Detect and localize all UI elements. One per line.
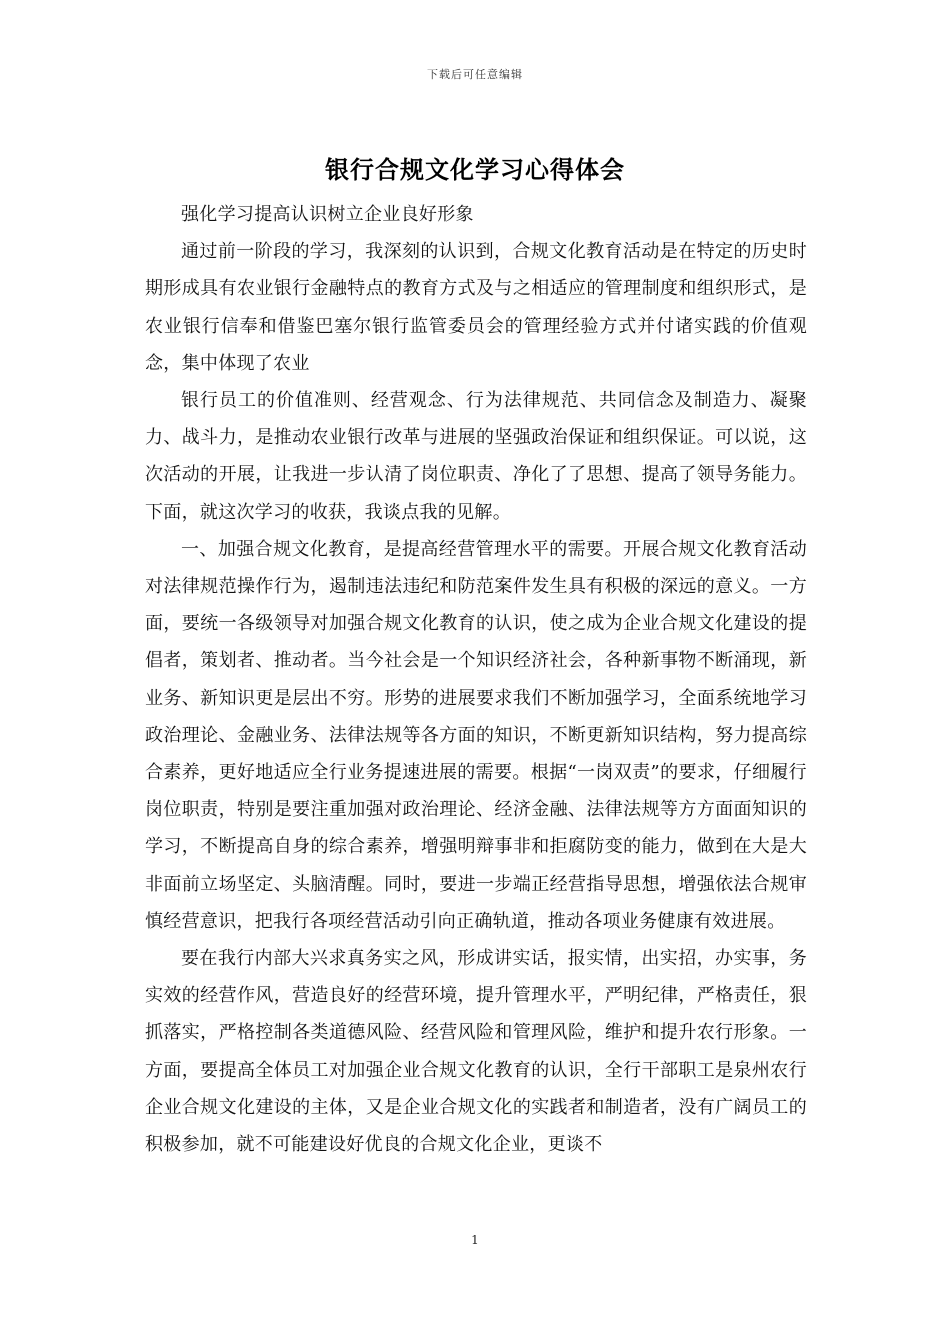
- body-paragraph: 通过前一阶段的学习，我深刻的认识到，合规文化教育活动是在特定的历史时期形成具有农业银行金融特点的教育方式及与之相适应的管理制度和组织形式，是农业银行信奉和借鉴巴塞尔银行监管委员会的管理经验方式并付诸实践的价值观念，集中体现了农业: [145, 241, 807, 374]
- page-number: 1: [471, 1233, 479, 1247]
- body-paragraph: 一、加强合规文化教育，是提高经营管理水平的需要。开展合规文化教育活动对法律规范操作行为，遏制违法违纪和防范案件发生具有积极的深远的意义。一方面，要统一各级领导对加强合规文化教育的认识，使之成为企业合规文化建设的提倡者，策划者、推动者。当今社会是一个知识经济社会，各种新事物不断涌现，新业务、新知识更是层出不穷。形势的进展要求我们不断加强学习，全面系统地学习政治理论、金融业务、法律法规等各方面的知识，不断更新知识结构，努力提高综合素养，更好地适应全行业务提速进展的需要。根据“一岗双责”的要求，仔细履行岗位职责，特别是要注重加强对政治理论、经济金融、法律法规等方方面面知识的学习，不断提高自身的综合素养，增强明辩事非和拒腐防变的能力，做到在大是大非面前立场坚定、头脑清醒。同时，要进一步端正经营指导思想，增强依法合规审慎经营意识，把我行各项经营活动引向正确轨道，推动各项业务健康有效进展。: [145, 538, 807, 932]
- body-paragraph: 银行员工的价值准则、经营观念、行为法律规范、共同信念及制造力、凝聚力、战斗力，是推动农业银行改革与进展的坚强政治保证和组织保证。可以说，这次活动的开展，让我进一步认清了岗位职责、净化了了思想、提高了领导务能力。下面，就这次学习的收获，我谈点我的见解。: [145, 390, 807, 523]
- body-paragraph: 要在我行内部大兴求真务实之风，形成讲实话，报实情，出实招，办实事，务实效的经营作风，营造良好的经营环境，提升管理水平，严明纪律，严格责任，狠抓落实，严格控制各类道德风险、经营风险和管理风险，维护和提升农行形象。一方面，要提高全体员工对加强企业合规文化教育的认识，全行干部职工是泉州农行企业合规文化建设的主体，又是企业合规文化的实践者和制造者，没有广阔员工的积极参加，就不可能建设好优良的合规文化企业，更谈不: [145, 948, 807, 1156]
- document-body: [145, 196, 807, 1163]
- subtitle-paragraph: 强化学习提高认识树立企业良好形象: [181, 204, 474, 225]
- header-note: 下载后可任意编辑: [427, 68, 523, 81]
- document-title: 银行合规文化学习心得体会: [325, 155, 625, 184]
